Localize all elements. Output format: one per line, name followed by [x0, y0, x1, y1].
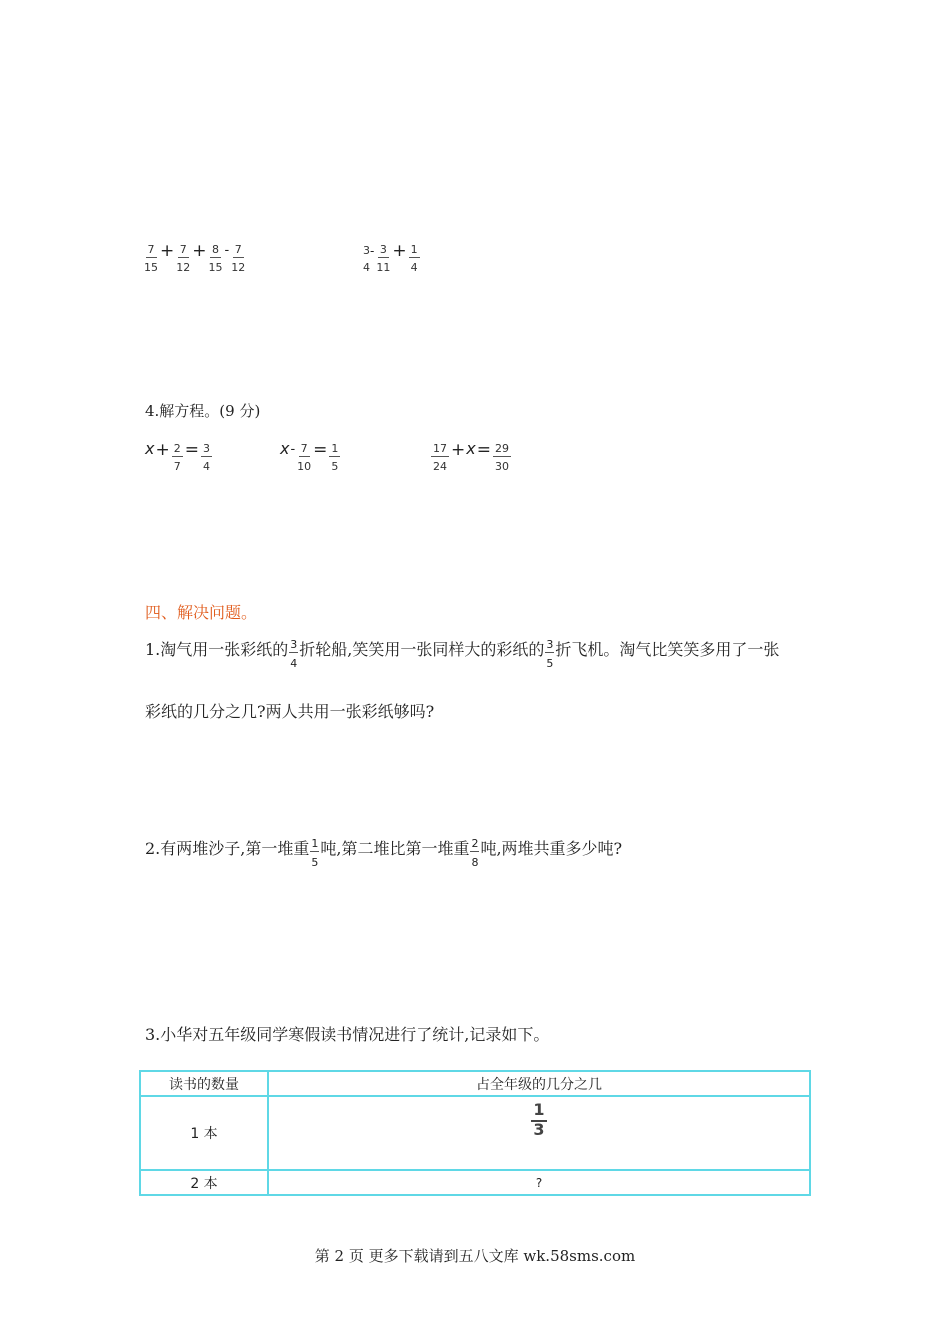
problem-3: 3.小华对五年级同学寒假读书情况进行了统计,记录如下。 [145, 1025, 550, 1044]
fraction: $\frac{3}{11}$ [376, 243, 391, 274]
fraction: 3 4 [363, 243, 370, 274]
section-heading: 四、解决问题。 [145, 603, 258, 622]
fraction: $\frac{2}{7}$ [173, 442, 181, 473]
fraction: $\frac{1}{5}$ [311, 837, 319, 869]
equation-2: x- $\frac{7}{10}$ = $\frac{1}{5}$ [280, 439, 339, 473]
problem-1-line-2: 彩纸的几分之几?两人共用一张彩纸够吗? [145, 702, 435, 721]
equation-3: $\frac{17}{24}$ +x= $\frac{29}{30}$ [433, 439, 509, 473]
equation-1: x+ $\frac{2}{7}$ = $\frac{3}{4}$ [145, 439, 210, 473]
table-row [140, 1096, 810, 1170]
fraction: $\frac{1}{5}$ [331, 442, 339, 473]
table-cell: 2 本 [140, 1170, 268, 1195]
fraction: $\frac{7}{12}$ [231, 243, 246, 274]
table-cell: ? [268, 1170, 810, 1195]
table-header-cell: 读书的数量 [140, 1071, 268, 1096]
table-cell [268, 1096, 810, 1170]
fraction: $\frac{8}{15}$ [208, 243, 223, 274]
fraction: $\frac{3}{5}$ [546, 638, 554, 670]
fraction: $\frac{7}{15}$ [144, 243, 158, 274]
problem-1-line-1: 1.淘气用一张彩纸的 $\frac{3}{4}$ 折轮船,笑笑用一张同样大的彩纸的 $\frac{3}{5}$ 折飞机。淘气比笑笑多用了一张 [145, 638, 780, 670]
fraction: $\frac{7}{10}$ [297, 442, 312, 473]
question-4-title: 4.解方程。(9 分) [145, 402, 261, 420]
fraction: $\frac{1}{3}$ [533, 1100, 545, 1139]
fraction: $\frac{3}{4}$ [202, 442, 210, 473]
calc-expression-2: 3 4 - $\frac{3}{11}$ + $\frac{1}{4}$ [363, 240, 418, 274]
table-header-cell: 占全年级的几分之几 [268, 1071, 810, 1096]
table-header-row [140, 1071, 810, 1096]
reading-stats-table [139, 1070, 811, 1196]
problem-2: 2.有两堆沙子,第一堆重 $\frac{1}{5}$ 吨,第二堆比第一堆重 $\frac{2}{8}$ 吨,两堆共重多少吨? [145, 837, 623, 869]
calc-expression-1: $\frac{7}{15}$ + $\frac{7}{12}$ + $\frac{8}{15}$ - $\frac{7}{12}$ [144, 240, 246, 274]
fraction: $\frac{29}{30}$ [494, 442, 509, 473]
page-footer: 第 2 页 更多下载请到五八文库 wk.58sms.com [314, 1247, 636, 1265]
table-row [140, 1170, 810, 1195]
table-cell: 1 本 [140, 1096, 268, 1170]
fraction: $\frac{7}{12}$ [176, 243, 191, 274]
fraction: $\frac{17}{24}$ [433, 442, 447, 473]
fraction: $\frac{2}{8}$ [471, 837, 479, 869]
fraction: $\frac{3}{4}$ [290, 638, 298, 670]
fraction: $\frac{1}{4}$ [410, 243, 418, 274]
